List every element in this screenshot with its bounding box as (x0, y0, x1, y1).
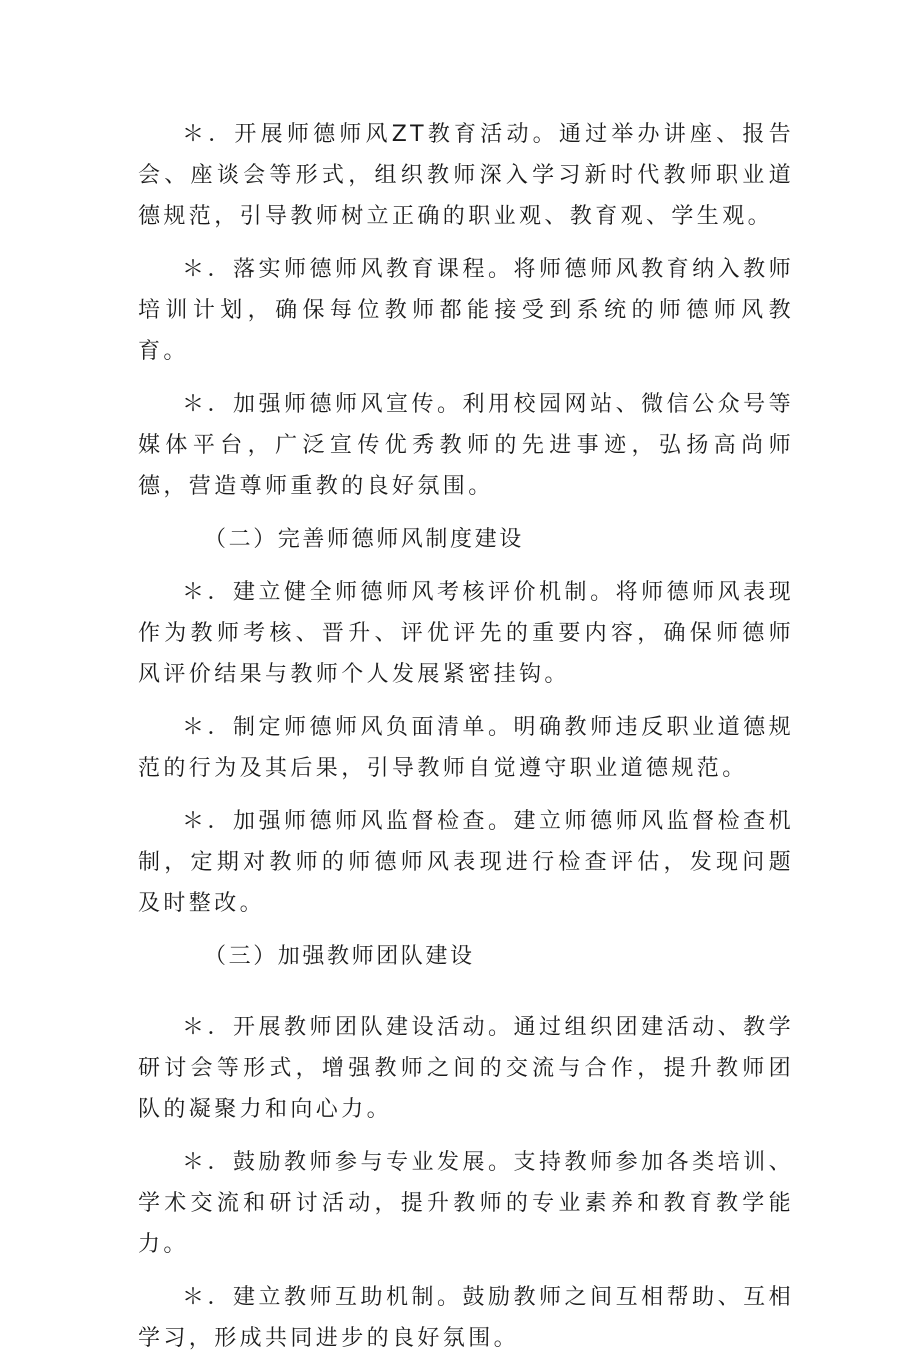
paragraph: ＊．加强师德师风监督检查。建立师德师风监督检查机制，定期对教师的师德师风表现进行检查评估，发现问题及时整改。 (138, 809, 794, 916)
paragraph: ＊．落实师德师风教育课程。将师德师风教育纳入教师培训计划，确保每位教师都能接受到系统的师德师风教育。 (138, 257, 794, 364)
paragraph: ＊．开展师德师风ZT教育活动。通过举办讲座、报告会、座谈会等形式，组织教师深入学习新时代教师职业道德规范，引导教师树立正确的职业观、教育观、学生观。 (138, 122, 794, 229)
paragraph: ＊．加强师德师风宣传。利用校园网站、微信公众号等媒体平台，广泛宣传优秀教师的先进事迹，弘扬高尚师德，营造尊师重教的良好氛围。 (138, 392, 794, 499)
paragraph: ＊．开展教师团队建设活动。通过组织团建活动、教学研讨会等形式，增强教师之间的交流与合作，提升教师团队的凝聚力和向心力。 (138, 1015, 794, 1122)
paragraph: ＊．制定师德师风负面清单。明确教师违反职业道德规范的行为及其后果，引导教师自觉遵守职业道德规范。 (138, 715, 794, 781)
section-heading: （三）加强教师团队建设 (204, 944, 475, 969)
section-heading: （二）完善师德师风制度建设 (204, 527, 524, 552)
paragraph: ＊．建立健全师德师风考核评价机制。将师德师风表现作为教师考核、晋升、评优评先的重要内容，确保师德师风评价结果与教师个人发展紧密挂钩。 (138, 580, 794, 687)
paragraph: ＊．鼓励教师参与专业发展。支持教师参加各类培训、学术交流和研讨活动，提升教师的专业素养和教育教学能力。 (138, 1150, 794, 1257)
paragraph: ＊．建立教师互助机制。鼓励教师之间互相帮助、互相学习，形成共同进步的良好氛围。 (138, 1285, 794, 1351)
document-body (138, 114, 794, 1371)
